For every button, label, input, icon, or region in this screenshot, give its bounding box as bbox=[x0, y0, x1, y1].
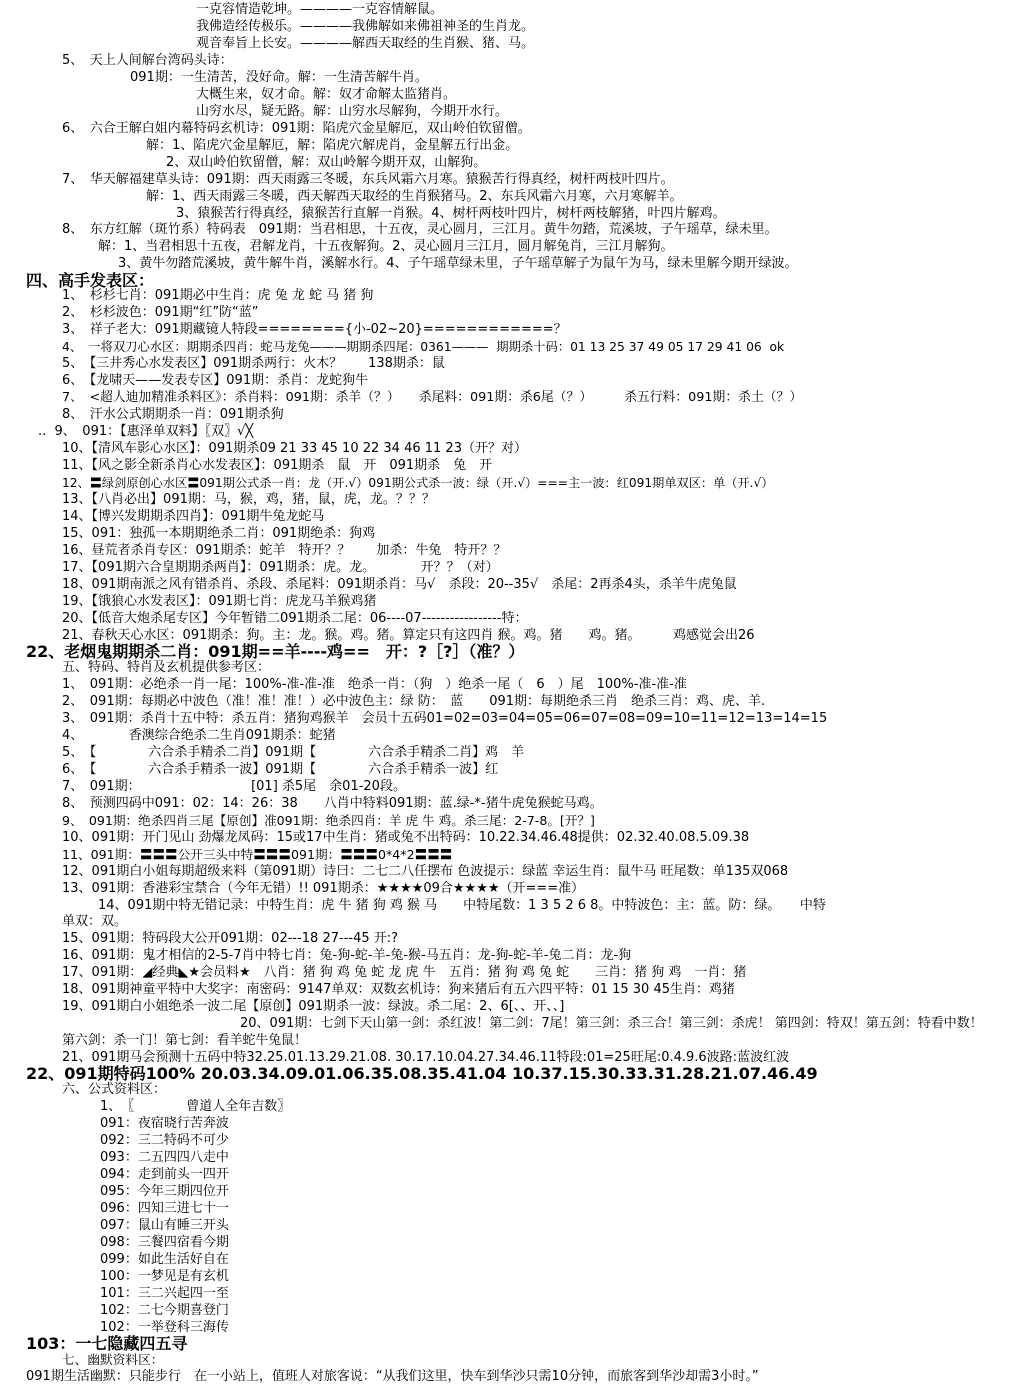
text-line: 六、公式资料区： bbox=[62, 1082, 167, 1098]
text-line: 091期生活幽默：只能步行 在一小站上，值班人对旅客说：“从我们这里，快车到华沙只需10分钟，而旅客到华沙却需3小时。” bbox=[26, 1368, 759, 1384]
text-line: 12、091期白小姐每期超级来料（第091期）诗曰：二七二八任摆布 色波提示：绿蓝 幸运生肖：鼠牛马 旺尾数：单135双068 bbox=[62, 863, 789, 879]
text-line: 20、091期：七剑下天山第一剑：杀红波！第二剑：7尾！第三剑：杀三合！第三剑：杀虎！ 第四剑：特双！第五剑：特看中数！ bbox=[240, 1016, 983, 1032]
text-line: 100：一梦见是有玄机 bbox=[100, 1268, 229, 1284]
text-line: 1、 091期：必绝杀一肖一尾：100%-准-准-准 绝杀一肖：（狗 ）绝杀一尾（ 6 ）尾 100%-准-准-准 bbox=[62, 676, 687, 692]
text-line: 18、091期神童平特中大奖字：南密码：9147单双：双数玄机诗：狗来猪后有五六四平特：01 15 30 45生肖：鸡猪 bbox=[62, 982, 736, 998]
text-line: 单双：双。 bbox=[62, 914, 128, 930]
text-line: 097：鼠山有睡三开头 bbox=[100, 1218, 229, 1234]
text-line: 解：1、当君相思十五夜，君解龙肖，十五夜解狗。2、灵心圆月三江月，圆月解兔肖，三江月解狗。 bbox=[98, 239, 674, 255]
text-line: 6、 【龙啸天——发表专区】091期：杀肖：龙蛇狗牛 bbox=[62, 373, 369, 389]
text-line: 3、 祥子老大：091期藏镜人特段========{小-02~20}============？ bbox=[62, 322, 567, 338]
text-line: 观音奉旨上长安。————解西天取经的生肖猴、猪、马。 bbox=[196, 35, 535, 51]
text-line: 17、【091期六合皇期期杀两肖】：091期杀：虎。龙。 开？？（对） bbox=[62, 560, 499, 575]
text-line: 7、 091期： [01] 杀5尾 余01-20段。 bbox=[62, 778, 406, 794]
text-line: 10、【清风车影心水区】：091期杀09 21 33 45 10 22 34 46 11 23（开？对） bbox=[62, 441, 527, 457]
text-line: 第六剑：杀一门！第七剑：看羊蛇牛兔鼠！ bbox=[62, 1033, 307, 1049]
text-line: 解：1、陷虎穴金星解厄，解：陷虎穴解虎肖，金星解五行出金。 bbox=[146, 137, 519, 153]
text-line: 5、 天上人间解台湾码头诗： bbox=[62, 52, 233, 68]
text-line: 6、 【 六合杀手精杀一波】091期【 六合杀手精杀一波】红 bbox=[62, 761, 499, 777]
text-line: 七、幽默资料区： bbox=[62, 1351, 164, 1367]
text-line: 一克容情造乾坤。————一克容情解鼠。 bbox=[196, 1, 444, 17]
text-line: 19、【饿狼心水发表区】：091期七肖：虎龙马羊猴鸡猪 bbox=[62, 593, 377, 609]
text-line: 解：1、西天雨露三冬暖，西天解西天取经的生肖猴猪马。2、东兵风霜六月寒，六月寒解羊。 bbox=[146, 188, 683, 204]
text-line: 101：三二兴起四一至 bbox=[100, 1285, 229, 1301]
text-line: 7、 <超人迪加精准杀料区》：杀肖料：091期：杀羊（？） 杀尾料：091期：杀6尾（？） 杀五行料：091期：杀土（？） bbox=[62, 390, 803, 406]
text-line: 12、〓绿剑原创心水区〓091期公式杀一肖：龙（开.√）091期公式杀一波：绿（开.√）===主一波：红091期单双区：单（开.√） bbox=[62, 476, 774, 491]
text-line: 096：四知三进七十一 bbox=[100, 1201, 229, 1217]
section-heading: 四、高手发表区： bbox=[26, 270, 155, 290]
text-line: 14、091期中特无错记录：中特生肖：虎 牛 猪 狗 鸡 猴 马 中特尾数：1 3 5 2 6 8。中特波色：主：蓝。防：绿。 中特 bbox=[98, 897, 826, 913]
text-line: 13、091期：香港彩宝禁合（今年无错）!! 091期杀：★★★★09合★★★★（开===准） bbox=[62, 880, 585, 896]
section-heading: 22、老烟鬼期期杀二肖：091期==羊----鸡== 开：?［?］（准？） bbox=[26, 641, 525, 661]
text-line: 19、091期白小姐绝杀一波二尾【原创】091期杀一波：绿波。杀二尾：2、6[、、开、、] bbox=[62, 999, 565, 1015]
text-line: 2、 091期：每期必中波色（准！准！准！）必中波色主：绿 防： 蓝 091期：每期绝杀三肖 绝杀三肖：鸡、虎、羊. bbox=[62, 693, 766, 709]
text-line: 6、 六合王解白姐内幕特码玄机诗：091期：陷虎穴金星解厄，双山岭伯钦留僧。 bbox=[62, 120, 531, 136]
text-line: 山穷水尽，疑无路。解：山穷水尽解狗，今期开水行。 bbox=[196, 103, 509, 119]
text-line: 8、 预测四码中091：02：14：26：38 八肖中特料091期：蓝.绿-*-猪牛虎兔猴蛇马鸡。 bbox=[62, 795, 603, 811]
text-line: 11、091期：〓〓〓公开三头中特〓〓〓091期：〓〓〓0*4*2〓〓〓 bbox=[62, 846, 453, 862]
text-line: 102：一举登科三海传 bbox=[100, 1319, 229, 1335]
text-line: 五、特码、特肖及玄机提供参考区： bbox=[62, 659, 271, 675]
text-line: 8、 汗水公式期期杀一肖：091期杀狗 bbox=[62, 407, 284, 423]
text-line: 14、【博兴发期期杀四肖】：091期牛兔龙蛇马 bbox=[62, 509, 325, 525]
text-line: .. 9、 091：【惠泽单双料】〖双〗√╳ bbox=[38, 424, 254, 440]
text-line: 2、 杉杉波色：091期“红”防“蓝” bbox=[62, 305, 259, 321]
text-line: 我佛造经传极乐。————我佛解如来佛祖神圣的生肖龙。 bbox=[196, 18, 535, 34]
text-line: 099：如此生活好自在 bbox=[100, 1252, 229, 1267]
text-line: 102：二七今期喜登门 bbox=[100, 1302, 229, 1318]
text-line: 5、 【三井秀心水发表区】091期杀两行：火木？ 138期杀：鼠 bbox=[62, 356, 445, 372]
text-line: 17、091期：◢经典◣★会员料★ 八肖：猪 狗 鸡 兔 蛇 龙 虎 牛 五肖：猪 狗 鸡 兔 蛇 三肖：猪 狗 鸡 一肖：猪 bbox=[62, 965, 747, 981]
text-line: 7、 华天解福建草头诗：091期：西天雨露三冬暖，东兵风霜六月寒。猿猴苦行得真经，树杆两枝叶四片。 bbox=[62, 171, 674, 187]
text-line: 1、 杉杉七肖：091期必中生肖：虎 兔 龙 蛇 马 猪 狗 bbox=[62, 288, 374, 304]
text-line: 095：今年三期四位开 bbox=[100, 1184, 229, 1200]
text-line: 4、 一将双刀心水区：期期杀四肖：蛇马龙兔———期期杀四尾：0361——— 期期杀十码：01 13 25 37 49 05 17 29 41 06 ok bbox=[62, 340, 785, 355]
text-line: 3、猿猴苦行得真经，猿猴苦行直解一肖猴。4、树杆两枝叶四片，树杆两枝解猪，叶四片解鸡。 bbox=[176, 205, 726, 221]
section-heading: 103：一七隐藏四五寻 bbox=[26, 1333, 188, 1353]
text-line: 21、091期马会预测十五码中特32.25.01.13.29.21.08. 30.17.10.04.27.34.46.11特段:01=25旺尾:0.4.9.6波路:蓝波红波 bbox=[62, 1050, 790, 1066]
text-line: 21、春秋天心水区：091期杀：狗。主：龙。猴。鸡。猪。算定只有这四肖 猴。鸡。猪 鸡。猪。 鸡感觉会出26 bbox=[62, 627, 755, 643]
text-line: 091期：一生清苦，没好命。解：一生清苦解牛肖。 bbox=[130, 69, 428, 85]
text-line: 4、 香澳综合绝杀二生肖091期杀：蛇猪 bbox=[62, 727, 336, 743]
text-line: 092：三二特码不可少 bbox=[100, 1133, 229, 1149]
text-line: 20、【低音大炮杀尾专区】今年暂错二091期杀二尾：06----07-----------------特： bbox=[62, 610, 528, 626]
text-line: 8、 东方红解（斑竹系）特码表 091期：当君相思，十五夜，灵心圆月，三江月。黄牛勿踏，荒溪坡，子午瑶草，绿未里。 bbox=[62, 222, 778, 238]
section-heading: 22、091期特码100% 20.03.34.09.01.06.35.08.35.41.04 10.37.15.30.33.31.28.21.07.46.49 bbox=[26, 1064, 818, 1084]
text-line: 大概生来，奴才命。解：奴才命解太监猪肖。 bbox=[196, 86, 457, 102]
text-line: 15、091：独孤一本期期绝杀二肖：091期绝杀：狗鸡 bbox=[62, 526, 376, 542]
text-line: 15、091期：特码段大公开091期：02---18 27---45 开:? bbox=[62, 931, 399, 947]
text-line: 9、 091期：绝杀四肖三尾【原创】准091期：绝杀四肖：羊 虎 牛 鸡。杀三尾：2-7-8。[开？] bbox=[62, 812, 595, 828]
text-line: 091：夜宿晓行苦奔波 bbox=[100, 1116, 229, 1132]
text-line: 093：二五四四八走中 bbox=[100, 1150, 229, 1166]
text-line: 13、【八肖必出】091期：马，猴，鸡，猪，鼠，虎，龙。？？？ bbox=[62, 492, 435, 508]
text-line: 3、黄牛勿踏荒溪坡，黄牛解牛肖，溪解水行。4、子午瑶草绿未里，子午瑶草解子为鼠午为马，绿未里解今期开绿波。 bbox=[118, 256, 798, 272]
text-line: 16、昼荒者杀肖专区：091期杀：蛇羊 特开？？ 加杀：牛兔 特开？？ bbox=[62, 543, 507, 559]
text-line: 11、【风之影全新杀肖心水发表区】：091期杀 鼠 开 091期杀 兔 开 bbox=[62, 458, 493, 474]
text-line: 2、双山岭伯钦留僧，解：双山岭解今期开双，山解狗。 bbox=[166, 154, 487, 170]
text-line: 094：走到前头一四开 bbox=[100, 1167, 229, 1183]
text-line: 16、091期：鬼才相信的2-5-7肖中特七肖：兔-狗-蛇-羊-兔-猴-马五肖：龙-狗-蛇-羊-兔二肖：龙-狗 bbox=[62, 948, 632, 964]
text-line: 18、091期南派之风有错杀肖、杀段、杀尾料：091期杀肖：马√ 杀段：20--35√ 杀尾：2再杀4头，杀羊牛虎兔鼠 bbox=[62, 576, 737, 592]
text-line: 5、 【 六合杀手精杀二肖】091期【 六合杀手精杀二肖】鸡 羊 bbox=[62, 744, 525, 760]
text-line: 098：三餐四宿看今期 bbox=[100, 1235, 229, 1251]
text-line: 3、 091期：杀肖十五中特：杀五肖：猪狗鸡猴羊 会员十五码01=02=03=04=05=06=07=08=09=10=11=12=13=14=15 bbox=[62, 710, 828, 726]
text-line: 10、091期：开门见山 劲爆龙凤码：15或17中生肖：猪或兔不出特码：10.22.34.46.48提供：02.32.40.08.5.09.38 bbox=[62, 829, 750, 845]
text-line: 1、 〖 曾道人全年吉数〗 bbox=[100, 1099, 291, 1115]
